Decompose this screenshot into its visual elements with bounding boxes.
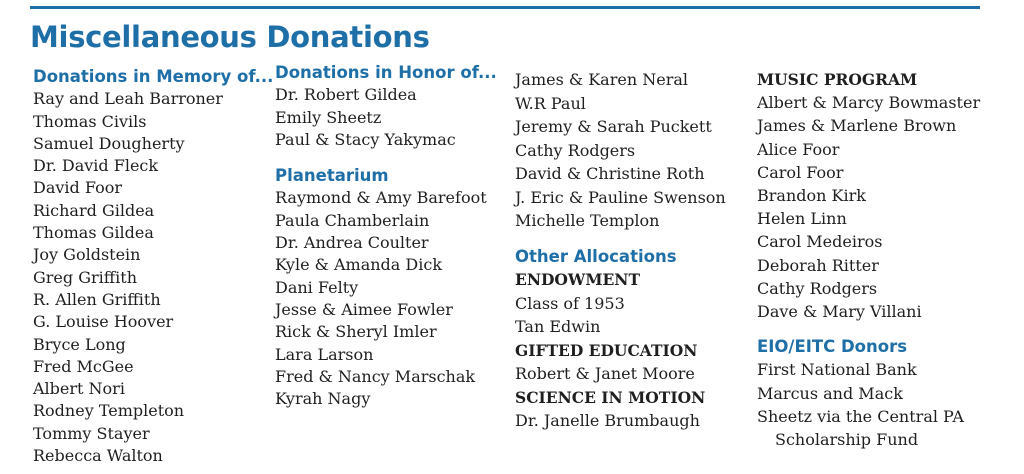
memory-heading: Donations in Memory of... [33, 67, 274, 86]
donor-name: Dr. Janelle Brumbaugh [515, 411, 700, 430]
donor-name: G. Louise Hoover [33, 312, 174, 332]
donor-name: Dani Felty [275, 277, 359, 297]
donor-name: Tan Edwin [515, 317, 601, 336]
donor-name: Paula Chamberlain [275, 210, 430, 230]
donor-name: Dave & Mary Villani [757, 302, 922, 322]
donor-name: James & Karen Neral [515, 70, 688, 89]
music-list [757, 91, 980, 323]
donor-name: Marcus and Mack [757, 383, 903, 403]
donor-name: Dr. Robert Gildea [275, 85, 417, 105]
donor-name: Raymond & Amy Barefoot [275, 188, 487, 208]
donor-name: Greg Griffith [33, 267, 137, 287]
donor-name: Alice Foor [757, 139, 840, 159]
gifted-label: GIFTED EDUCATION [515, 340, 698, 360]
donor-name: Albert & Marcy Bowmaster [757, 93, 981, 113]
donor-name: Cathy Rodgers [757, 278, 878, 298]
donor-name: Joy Goldstein [33, 245, 141, 265]
other-heading: Other Allocations [515, 246, 677, 266]
donor-name: Robert & Janet Moore [515, 364, 695, 383]
donor-name: Rick & Sheryl Imler [275, 322, 437, 342]
science-label: SCIENCE IN MOTION [515, 387, 706, 407]
donor-name: Rebecca Walton [33, 446, 163, 466]
honor-heading: Donations in Honor of... [275, 63, 497, 82]
honor-list [275, 84, 497, 151]
donor-name: Cathy Rodgers [515, 140, 636, 160]
planetarium-heading: Planetarium [275, 166, 389, 186]
donor-name: David & Christine Roth [515, 164, 705, 183]
eio-name-continued: Scholarship Fund [775, 430, 919, 450]
page-title: Miscellaneous Donations [30, 20, 430, 54]
donor-name: Paul & Stacy Yakymac [275, 129, 456, 149]
donor-name: Carol Medeiros [757, 232, 883, 252]
gifted-list [515, 362, 726, 386]
donor-name: Kyle & Amanda Dick [275, 255, 443, 275]
donor-name: Fred McGee [33, 356, 134, 376]
science-list [515, 409, 726, 433]
donor-name: First National Bank [757, 360, 917, 380]
donor-name: Sheetz via the Central PA [757, 406, 964, 426]
donor-name: Richard Gildea [33, 200, 155, 220]
column-music-eio [757, 68, 980, 451]
donor-name: Dr. Andrea Coulter [275, 233, 429, 253]
donor-name: Bryce Long [33, 334, 126, 354]
donor-name: Ray and Leah Barroner [33, 89, 223, 109]
donor-name: Rodney Templeton [33, 401, 185, 421]
donor-name: Michelle Templon [515, 211, 660, 230]
planetarium-list [275, 187, 497, 410]
donor-name: Dr. David Fleck [33, 156, 159, 176]
donor-name: Samuel Dougherty [33, 133, 185, 153]
donor-name: James & Marlene Brown [757, 116, 957, 136]
planetarium-cont-list [515, 68, 726, 233]
donor-name: Emily Sheetz [275, 107, 382, 127]
donor-name: Tommy Stayer [33, 423, 150, 443]
donor-name: Lara Larson [275, 344, 374, 364]
donor-name: Class of 1953 [515, 293, 625, 313]
donor-name: W.R Paul [515, 93, 586, 113]
top-rule [30, 6, 980, 9]
donor-name: Jesse & Aimee Fowler [275, 299, 453, 319]
donor-name: Fred & Nancy Marschak [275, 366, 476, 386]
donor-name: Carol Foor [757, 162, 844, 182]
donor-name: Jeremy & Sarah Puckett [515, 117, 712, 136]
donor-name: Kyrah Nagy [275, 389, 371, 409]
eio-heading: EIO/EITC Donors [757, 337, 908, 357]
donor-name: Deborah Ritter [757, 255, 879, 275]
endowment-list [515, 292, 726, 339]
music-label: MUSIC PROGRAM [757, 70, 918, 89]
endowment-label: ENDOWMENT [515, 270, 641, 289]
donor-name: Albert Nori [33, 379, 125, 399]
donor-name: Thomas Civils [33, 111, 147, 131]
memory-list [33, 88, 273, 467]
donor-name: Helen Linn [757, 209, 847, 229]
donor-name: Thomas Gildea [33, 223, 154, 243]
donor-name: R. Allen Griffith [33, 289, 161, 309]
donor-name: Brandon Kirk [757, 186, 866, 206]
column-memory [33, 66, 273, 467]
donor-name: David Foor [33, 178, 122, 198]
donor-name: J. Eric & Pauline Swenson [515, 187, 726, 207]
column-planetarium-cont-other [515, 68, 726, 433]
column-honor-planetarium [275, 62, 497, 410]
eio-list [757, 358, 980, 428]
